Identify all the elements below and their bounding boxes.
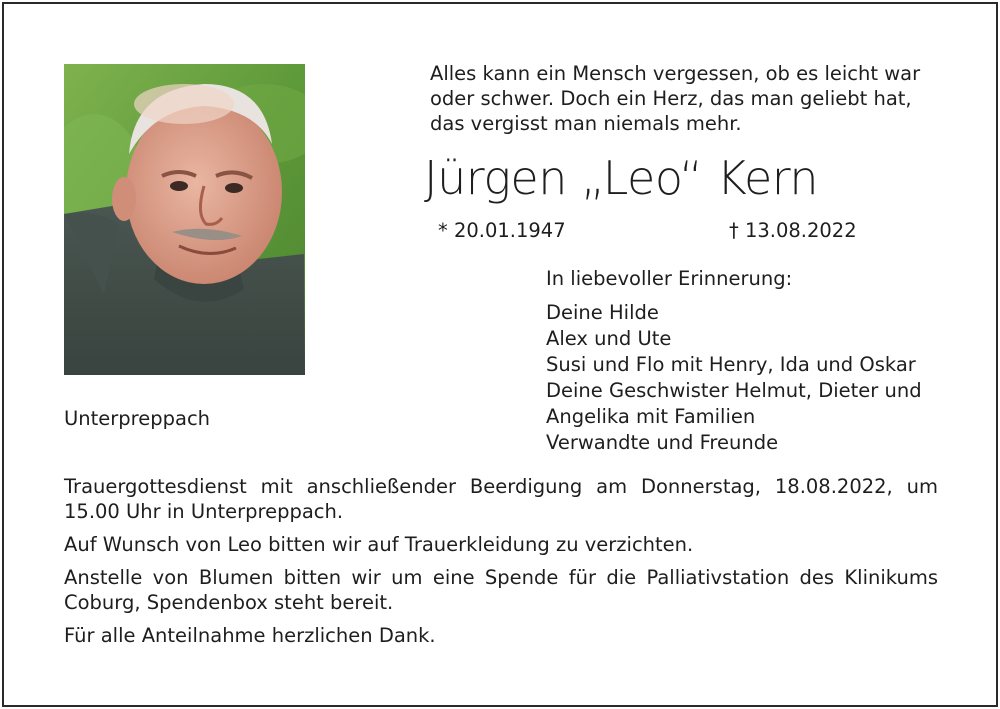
notice-paragraph: Anstelle von Blumen bitten wir um eine Spende für die Palliativstation des Klinikums Coburg, Spendenbox steht bereit. (64, 566, 938, 614)
memory-heading: In liebevoller Erinnerung: (546, 267, 793, 290)
deceased-name: Jürgen „Leo“ Kern (424, 151, 818, 205)
quote-line: oder schwer. Doch ein Herz, das man geliebt hat, (430, 87, 912, 110)
notice-paragraph: Auf Wunsch von Leo bitten wir auf Trauerkleidung zu verzichten. (64, 533, 694, 556)
mourners-list (546, 300, 922, 456)
mourner-line: Verwandte und Freunde (546, 431, 779, 454)
quote-line: das vergisst man niemals mehr. (430, 112, 742, 135)
funeral-notices (64, 474, 938, 656)
notice-paragraph: Für alle Anteilnahme herzlichen Dank. (64, 624, 436, 647)
portrait-photo (64, 64, 305, 375)
place-name: Unterpreppach (64, 407, 211, 430)
mourner-line: Angelika mit Familien (546, 405, 756, 428)
mourner-line: Deine Hilde (546, 301, 659, 324)
birth-date: * 20.01.1947 (438, 219, 566, 242)
notice-paragraph: Trauergottesdienst mit anschließender Beerdigung am Donnerstag, 18.08.2022, um 15.00 Uhr in Unterpreppach. (64, 475, 938, 523)
death-date: † 13.08.2022 (729, 219, 857, 242)
quote-line: Alles kann ein Mensch vergessen, ob es leicht war (430, 62, 921, 85)
mourner-line: Susi und Flo mit Henry, Ida und Oskar (546, 353, 916, 376)
mourner-line: Alex und Ute (546, 327, 672, 350)
mourner-line: Deine Geschwister Helmut, Dieter und (546, 379, 922, 402)
memorial-quote (430, 61, 920, 136)
